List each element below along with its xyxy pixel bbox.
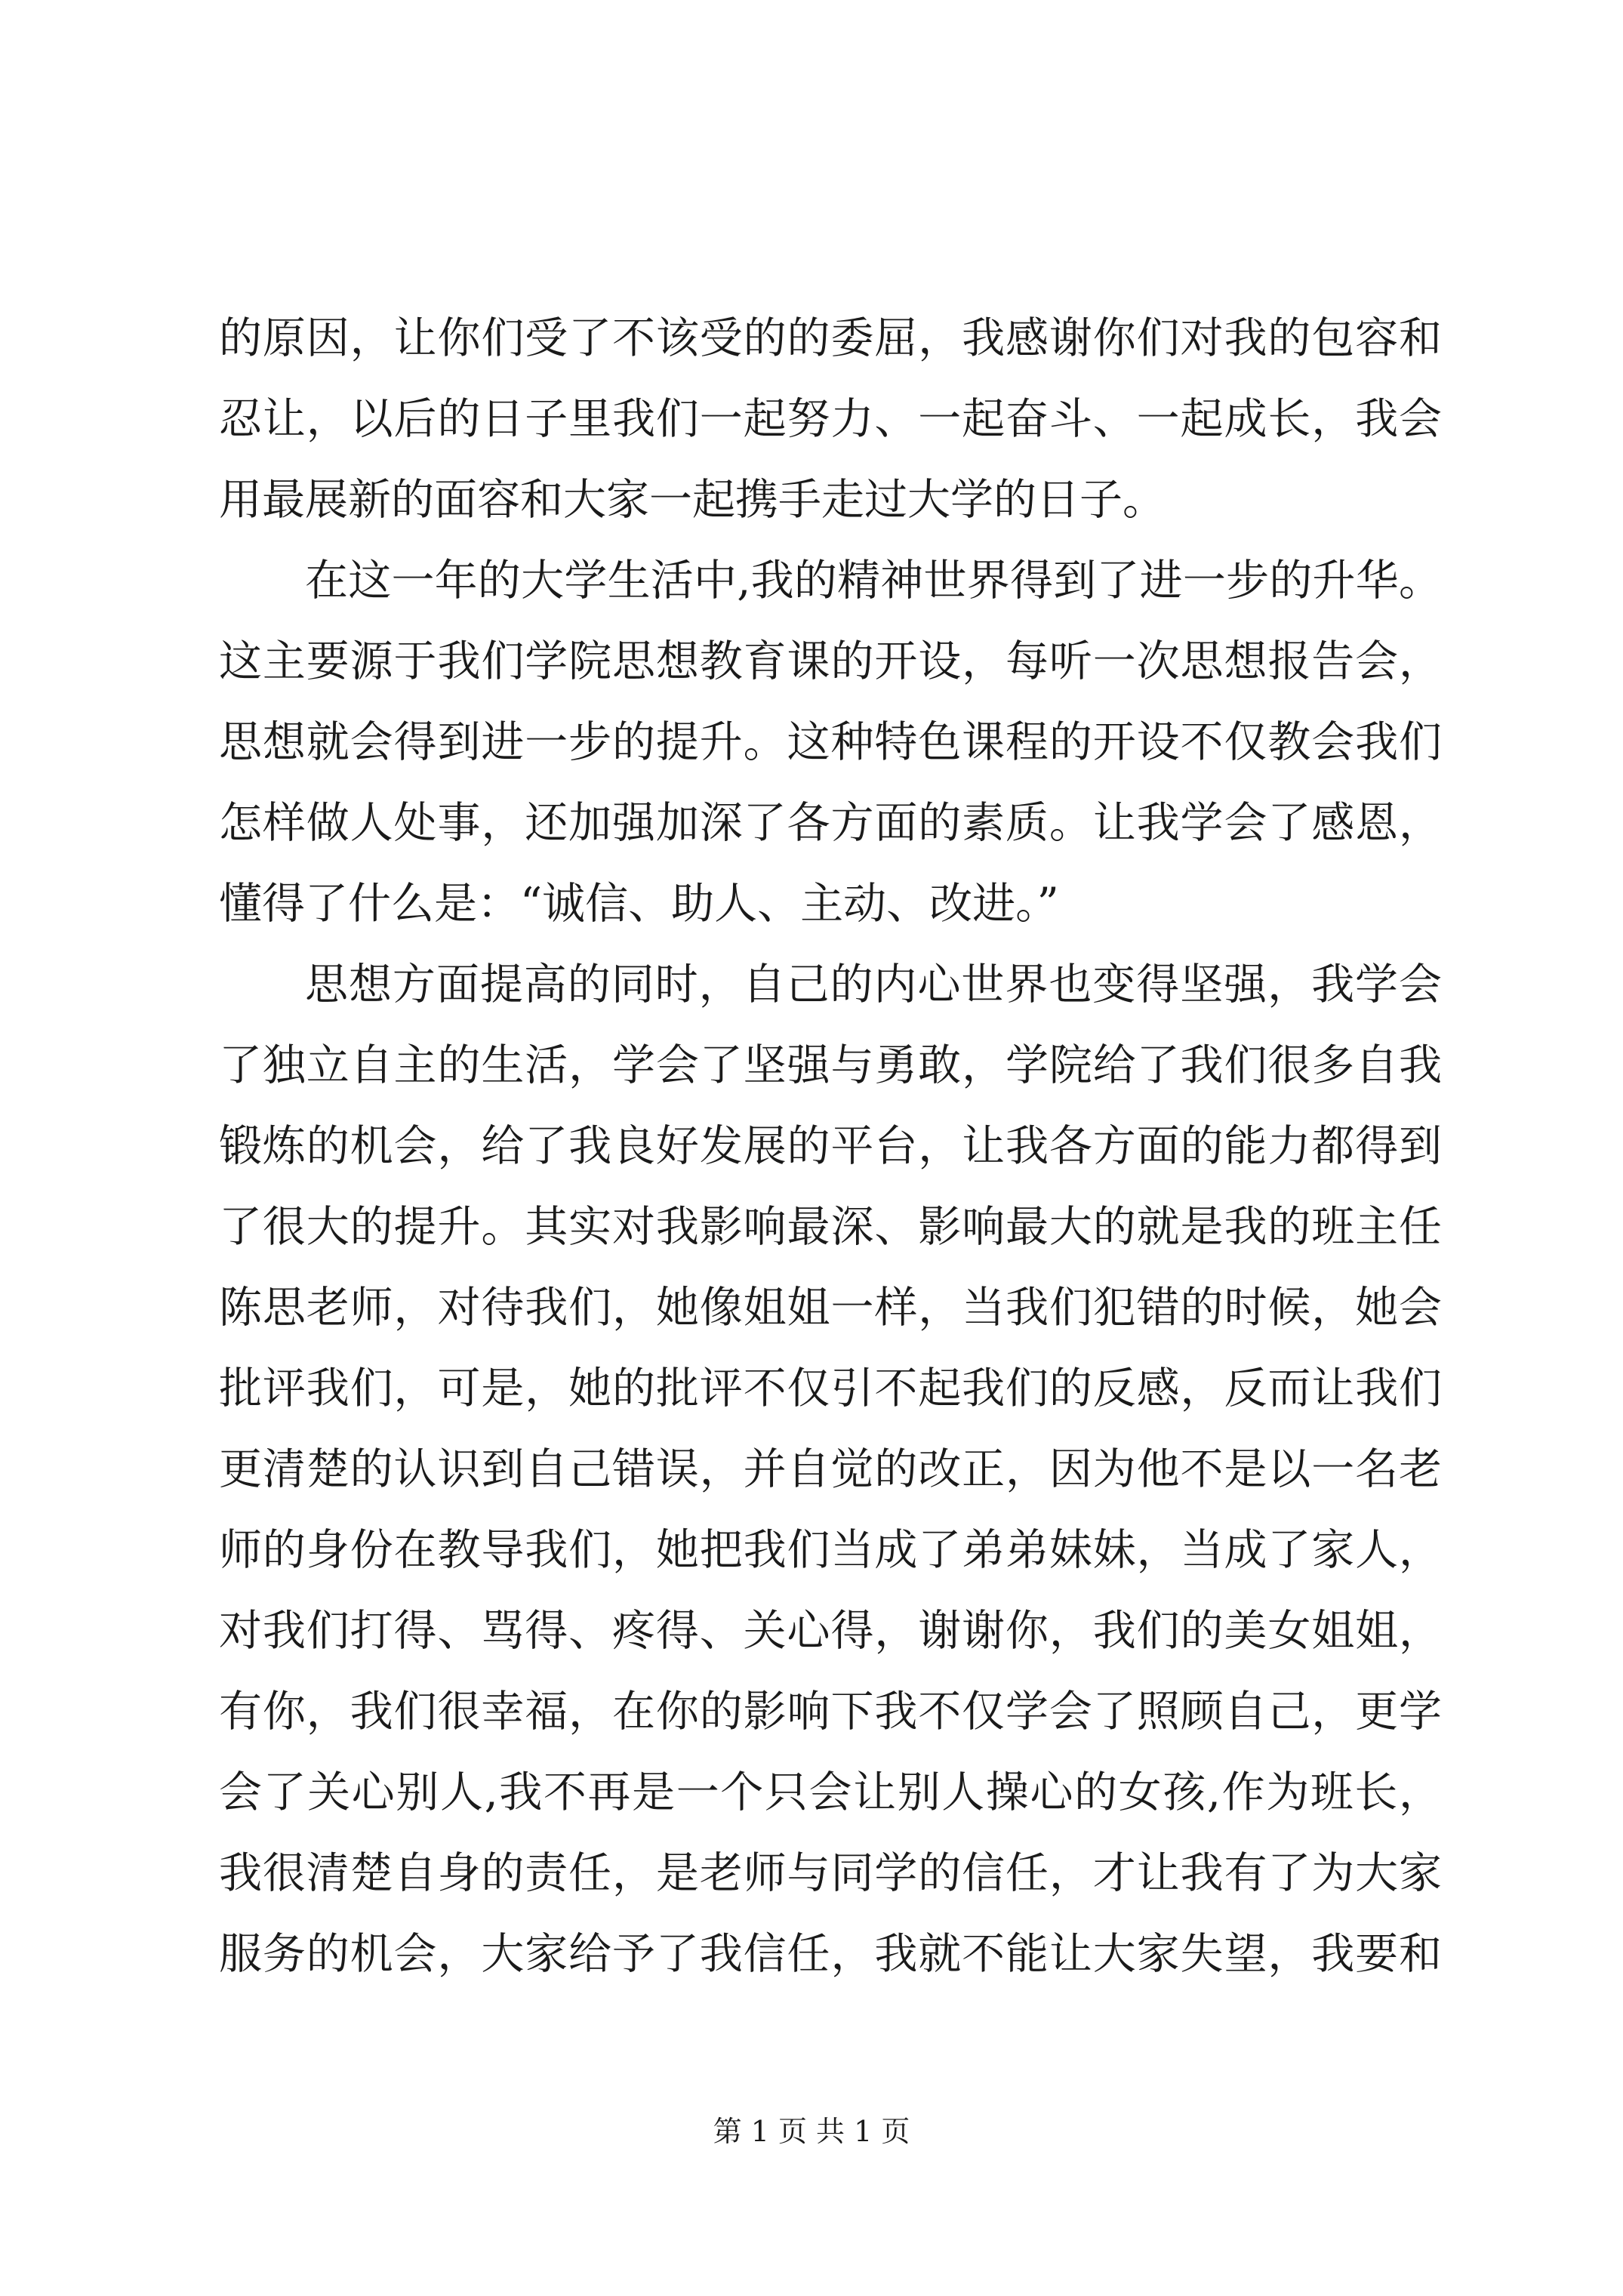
text-line: 更清楚的认识到自己错误，并自觉的改正，因为他不是以一名老 [219,1444,1442,1494]
text-line: 服务的机会，大家给予了我信任，我就不能让大家失望，我要和 [219,1929,1442,1979]
text-line: 批评我们，可是，她的批评不仅引不起我们的反感，反而让我们 [219,1364,1442,1413]
page-number-label: 第 1 页 共 1 页 [713,2115,910,2148]
paragraph-first-line: 思想方面提高的同时，自己的内心世界也变得坚强，我学会 [305,960,1442,1009]
text-line: 懂得了什么是：“诚信、助人、主动、改进。” [219,879,1059,929]
text-line: 怎样做人处事，还加强加深了各方面的素质。让我学会了感恩， [219,798,1442,848]
paragraph-first-line: 在这一年的大学生活中,我的精神世界得到了进一步的升华。 [305,556,1442,606]
text-line: 我很清楚自身的责任，是老师与同学的信任，才让我有了为大家 [219,1848,1442,1898]
text-line: 了很大的提升。其实对我影响最深、影响最大的就是我的班主任 [219,1202,1442,1252]
text-line: 这主要源于我们学院思想教育课的开设，每听一次思想报告会， [219,636,1442,686]
text-line: 了独立自主的生活，学会了坚强与勇敢，学院给了我们很多自我 [219,1040,1442,1090]
text-line: 陈思老师，对待我们，她像姐姐一样，当我们犯错的时候，她会 [219,1283,1442,1333]
text-line: 用最展新的面容和大家一起携手走过大学的日子。 [219,475,1166,525]
text-line: 的原因，让你们受了不该受的的委屈，我感谢你们对我的包容和 [219,313,1442,363]
body-text [219,298,1442,1995]
text-line: 忍让，以后的日子里我们一起努力、一起奋斗、一起成长，我会 [219,394,1442,444]
text-line: 思想就会得到进一步的提升。这种特色课程的开设不仅教会我们 [219,717,1442,767]
text-line: 有你，我们很幸福，在你的影响下我不仅学会了照顾自己，更学 [219,1687,1442,1737]
text-line: 锻炼的机会，给了我良好发展的平台，让我各方面的能力都得到 [219,1121,1442,1171]
page-footer [0,2108,1623,2150]
text-line: 会了关心别人,我不再是一个只会让别人操心的女孩,作为班长， [219,1767,1442,1817]
text-line: 对我们打得、骂得、疼得、关心得，谢谢你，我们的美女姐姐， [219,1606,1442,1656]
text-line: 师的身份在教导我们，她把我们当成了弟弟妹妹，当成了家人， [219,1525,1442,1575]
